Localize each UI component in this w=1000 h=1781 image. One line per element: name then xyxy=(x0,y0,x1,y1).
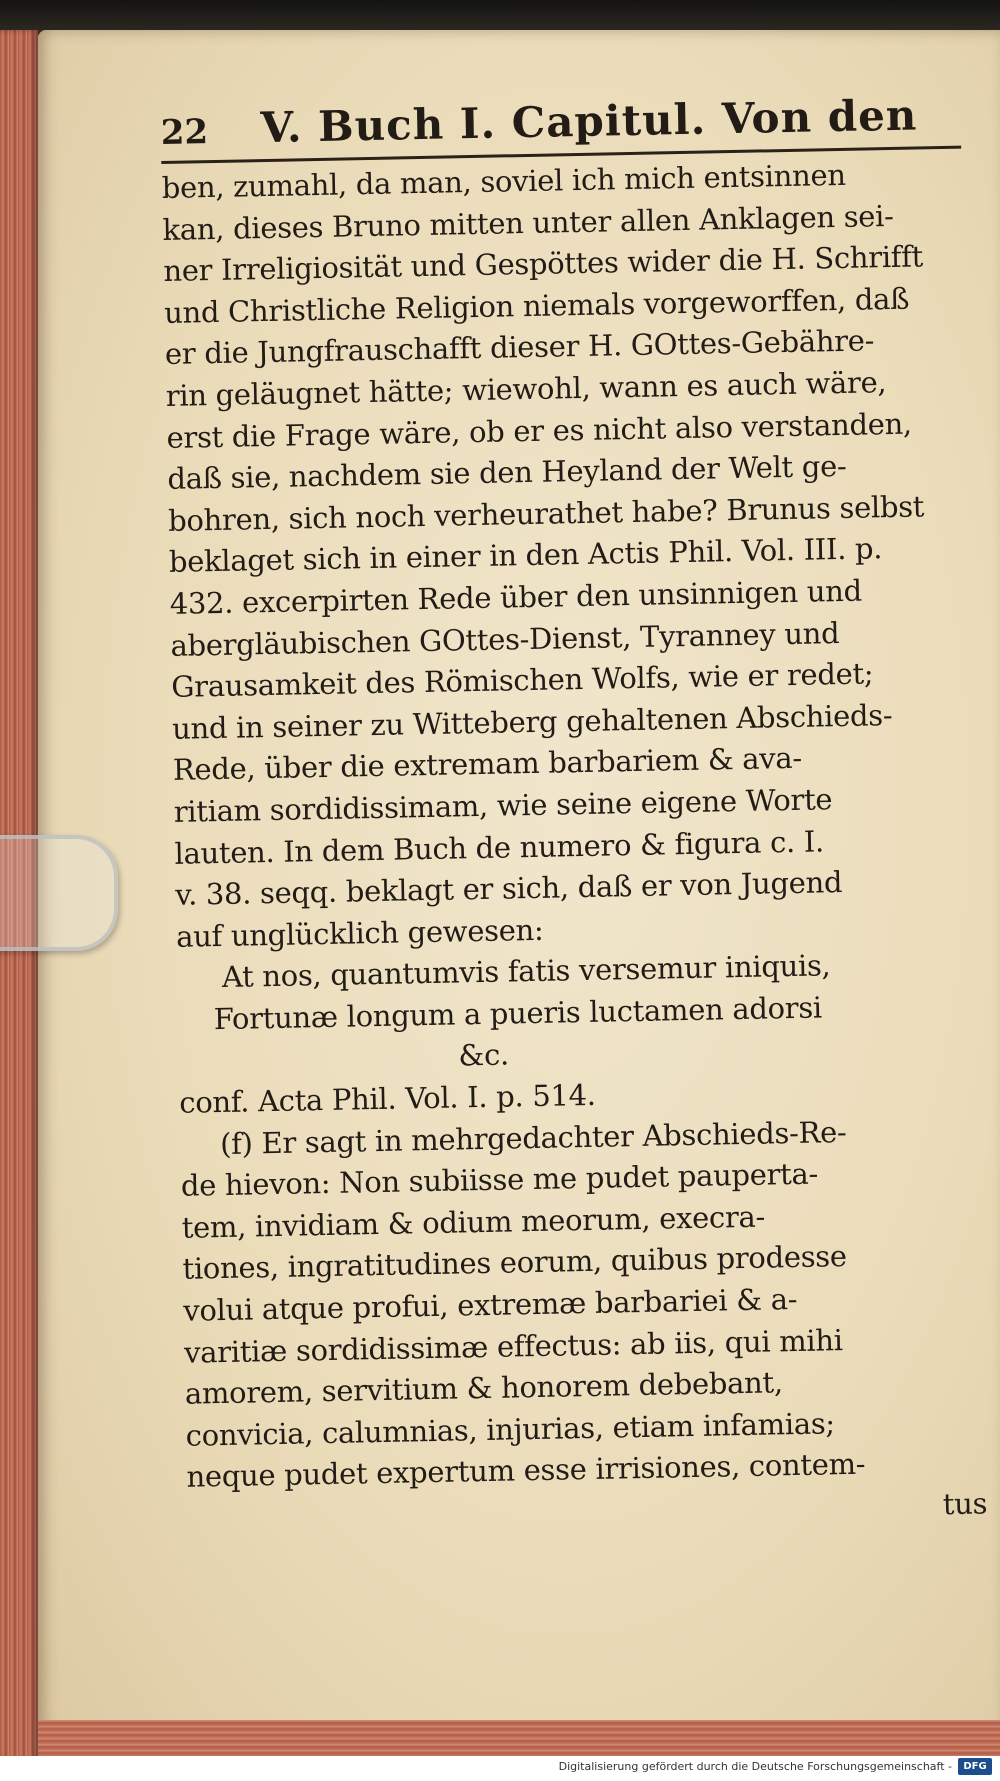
text-line: er die Jungfrauschafft dieser H. GOttes-Gebähre- xyxy=(164,323,875,372)
text-line: ner Irreligiosität und Gespöttes wider die H. Schrifft xyxy=(163,239,924,289)
page-text-block xyxy=(160,80,988,1541)
text-line: erst die Frage wäre, ob er es nicht also verstanden, xyxy=(166,406,913,455)
text-line: 432. excerpirten Rede über den unsinnigen und xyxy=(169,573,863,621)
digitization-credit: Digitalisierung gefördert durch die Deutsche Forschungsgemeinschaft - xyxy=(558,1760,952,1773)
text-line: bohren, sich noch verheurathet habe? Brunus selbst xyxy=(167,489,925,538)
text-line: rin geläugnet hätte; wiewohl, wann es auch wäre, xyxy=(165,365,887,413)
footnote-line: convicia, calumnias, injurias, etiam infamias; xyxy=(185,1406,836,1453)
page-number: 22 xyxy=(160,112,209,153)
footnote-line: neque pudet expertum esse irrisiones, contem- xyxy=(186,1447,866,1495)
text-line: abergläubischen GOttes-Dienst, Tyranney und xyxy=(170,615,840,663)
running-title: V. Buch I. Capitul. Von den xyxy=(260,90,918,153)
reference-line: conf. Acta Phil. Vol. I. p. 514. xyxy=(179,1077,596,1120)
text-line: ben, zumahl, da man, soviel ich mich entsinnen xyxy=(161,157,846,205)
text-line: v. 38. seqq. beklagt er sich, daß er von Jugend xyxy=(175,865,843,912)
text-line: auf unglücklich gewesen: xyxy=(175,912,544,954)
verse-line: At nos, quantumvis fatis versemur iniquis, xyxy=(221,948,831,995)
verse-line: Fortunæ longum a pueris luctamen adorsi xyxy=(213,990,823,1037)
footnote-line: de hievon: Non subiisse me pudet paupertа- xyxy=(180,1156,819,1204)
text-line: und Christliche Religion niemals vorgeworffen, daß xyxy=(163,281,910,330)
page-header xyxy=(160,80,961,164)
catchword: tus xyxy=(942,1486,988,1522)
text-line: kan, dieses Bruno mitten unter allen Anklagen sei- xyxy=(162,198,894,247)
footnote-line: amorem, servitium & honorem debebant, xyxy=(184,1365,784,1411)
page-clip xyxy=(0,835,118,951)
text-line: beklaget sich in einer in den Actis Phil. Vol. III. p. xyxy=(168,531,883,580)
verse-etc: &c. xyxy=(458,1037,510,1073)
footnote-line: varitiæ sordidissimæ effectus: ab iis, qui mihi xyxy=(183,1322,844,1370)
text-line: daß sie, nachdem sie den Heyland der Welt ge- xyxy=(167,449,847,497)
footnote-line: (f) Er sagt in mehrgedachter Abschieds-Re- xyxy=(219,1114,847,1161)
main-text xyxy=(161,153,987,1541)
text-line: und in seiner zu Witteberg gehaltenen Abschieds- xyxy=(171,697,893,746)
text-line: ritiam sordidissimam, wie seine eigene Worte xyxy=(173,782,833,829)
footnote-line: tiones, ingratitudines eorum, quibus prodesse xyxy=(182,1239,848,1287)
page-bottom-edge xyxy=(38,1720,1000,1756)
footnote-line: tem, invidiam & odium meorum, execra- xyxy=(181,1199,766,1245)
book-top-edge xyxy=(0,0,1000,30)
text-line: Rede, über die extremam barbariem & ava- xyxy=(172,741,803,788)
dfg-logo: DFG xyxy=(958,1758,992,1775)
text-line: Grausamkeit des Römischen Wolfs, wie er redet; xyxy=(171,656,874,705)
footnote-line: volui atque profui, extremæ barbariei & a- xyxy=(183,1282,798,1328)
text-line: lauten. In dem Buch de numero & figura c. I. xyxy=(174,823,825,871)
